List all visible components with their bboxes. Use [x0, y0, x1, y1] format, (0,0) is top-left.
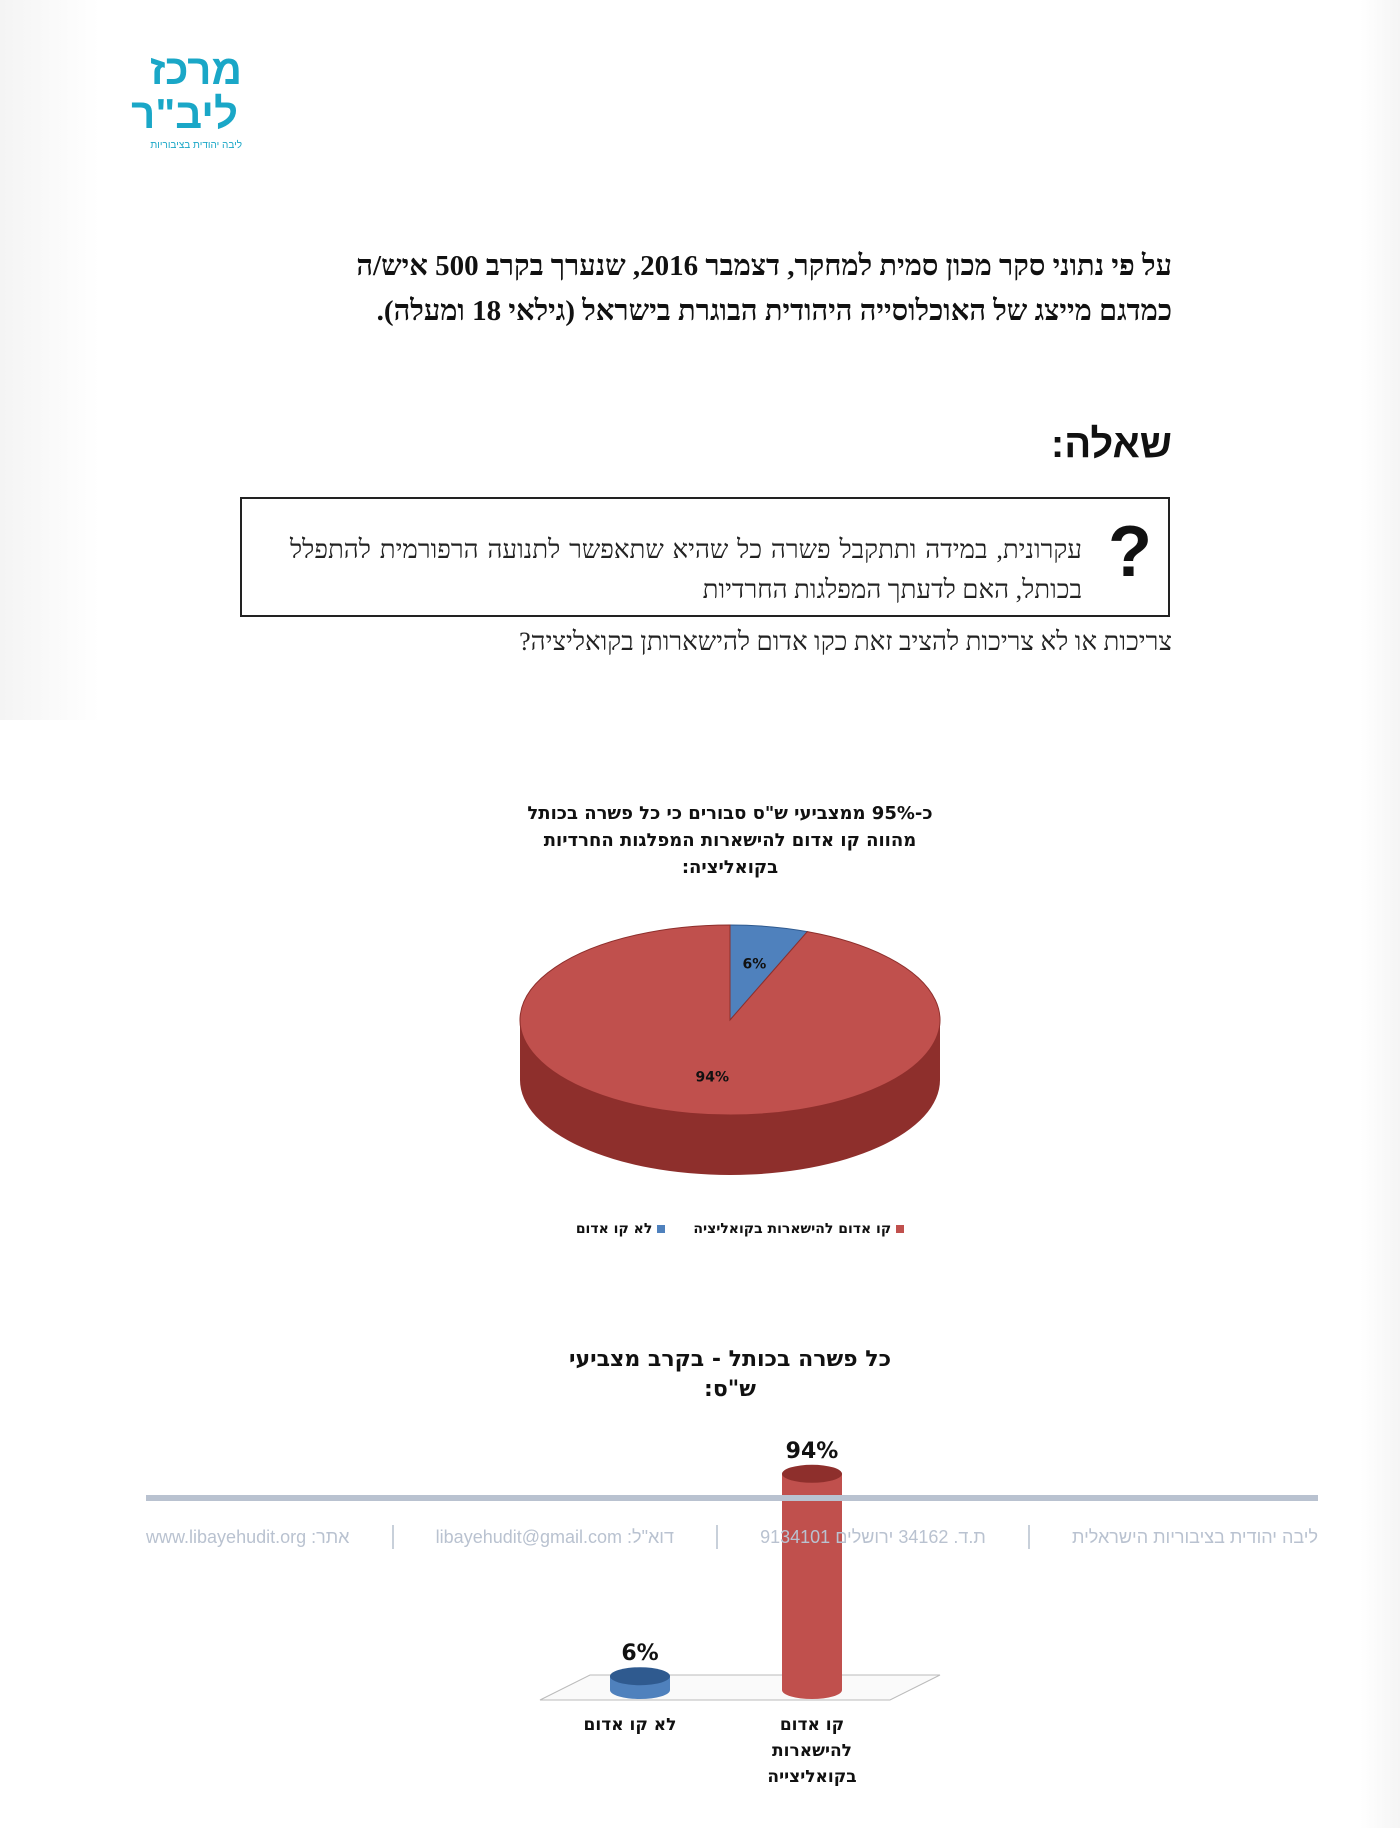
bar-data-label: 6%	[621, 1641, 659, 1667]
bar-category-label: קו אדום	[779, 1715, 845, 1735]
footer-separator	[392, 1525, 394, 1549]
legend-swatch-red	[896, 1225, 904, 1233]
footer	[146, 1522, 1318, 1552]
bar-chart	[510, 1420, 950, 1820]
footer-address: ת.ד. 34162 ירושלים 9134101	[760, 1526, 986, 1547]
pie-slice	[520, 925, 940, 1115]
bar-category-label: להישארות	[772, 1741, 852, 1761]
bar-top	[782, 1465, 842, 1483]
footer-separator	[1028, 1525, 1030, 1549]
logo	[102, 48, 242, 151]
bar-chart-title: כל פשרה בכותל - בקרב מצביעי ש"ס:	[568, 1347, 892, 1402]
logo-tagline: ליבה יהודית בציבוריות	[150, 140, 242, 151]
footer-separator	[716, 1525, 718, 1549]
right-page-shadow	[1360, 0, 1400, 1828]
legend-swatch-blue	[657, 1225, 665, 1233]
question-text: עקרונית, במידה ותתקבל פשרה כל שהיא שתאפשר לתנועה הרפורמית להתפלל בכותל, האם לדעתך המפלגות החרדיות	[290, 535, 1082, 604]
pie-data-label: 6%	[742, 956, 767, 973]
footer-divider	[146, 1495, 1318, 1501]
bar-top	[610, 1667, 670, 1685]
bar-data-label: 94%	[785, 1438, 839, 1464]
legend-item-red-line	[693, 1215, 904, 1243]
bar-category-label: לא קו אדום	[583, 1715, 677, 1735]
pie-legend	[520, 1215, 960, 1243]
intro-text: על פי נתוני סקר מכון סמית למחקר, דצמבר 2016, שנערך בקרב 500 איש/ה כמדגם מייצג של האוכלוסייה היהודית הבוגרת בישראל (גילאי 18 ומעלה).	[356, 250, 1172, 327]
footer-website: אתר: www.libayehudit.org	[146, 1526, 350, 1547]
pie-chart-title: כ-95% ממצביעי ש"ס סבורים כי כל פשרה בכותל מהווה קו אדום להישארות המפלגות החרדיות בקואליציה:	[527, 803, 933, 878]
bar-category-label: בקואליצייה	[767, 1767, 857, 1787]
pie-chart	[510, 910, 950, 1200]
bar-cylinder	[610, 1667, 670, 1699]
pie-data-label: 94%	[695, 1069, 730, 1086]
question-mark-icon: ?	[1108, 512, 1152, 592]
question-text-continued: צריכות או לא צריכות להציב זאת כקו אדום להישארותן בקואליציה?	[519, 627, 1172, 656]
question-heading: שאלה:	[1050, 422, 1172, 466]
logo-line2: ליב"ר	[131, 90, 238, 137]
footer-email: דוא"ל: libayehudit@gmail.com	[435, 1526, 674, 1547]
logo-line1: מרכז	[149, 46, 242, 93]
footer-org: ליבה יהודית בציבוריות הישראלית	[1072, 1526, 1318, 1547]
bar-floor	[540, 1675, 940, 1700]
left-page-shadow	[0, 0, 100, 720]
legend-label-not-red-line: לא קו אדום	[575, 1221, 653, 1237]
bar-body	[782, 1474, 842, 1699]
legend-label-red-line: קו אדום להישארות בקואליציה	[693, 1221, 892, 1237]
legend-item-not-red-line	[576, 1215, 666, 1243]
